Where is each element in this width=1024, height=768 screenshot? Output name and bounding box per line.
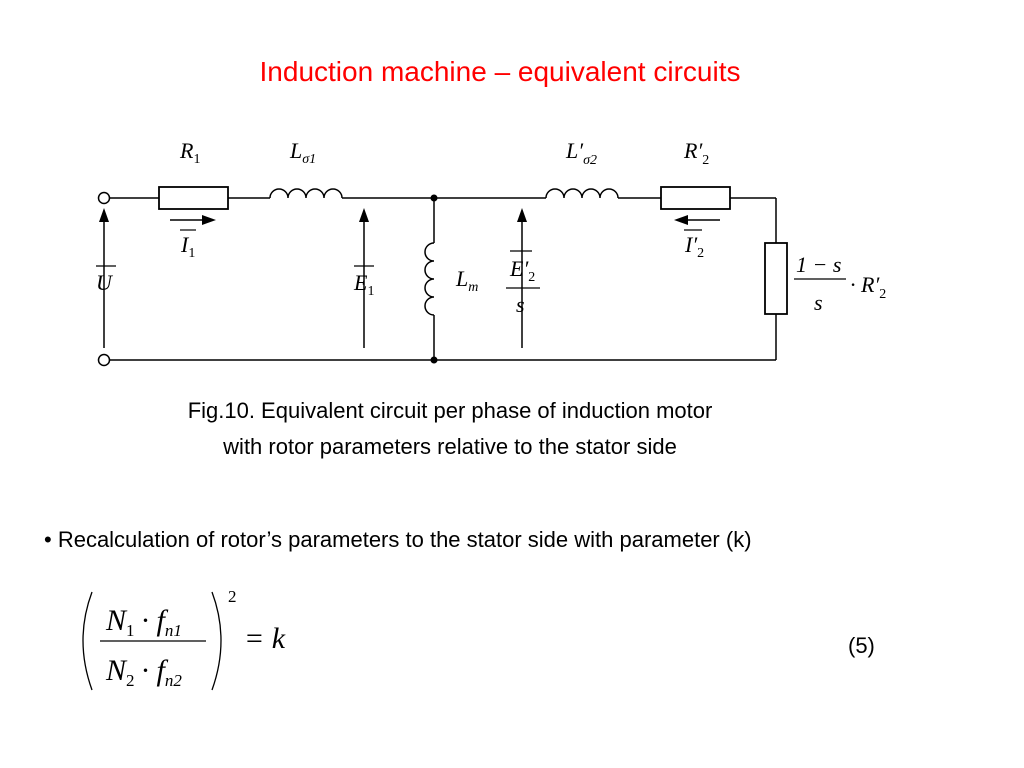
l-sigma2-label: $L'_{\sigma 2}$: [566, 138, 597, 168]
load-resistor: [765, 243, 787, 314]
junction-dot: [431, 357, 438, 364]
r1-label: $R_1$: [180, 138, 201, 167]
figure-caption-line-2: with rotor parameters relative to the stator side: [223, 434, 677, 459]
l-sigma1-label: $L_{\sigma 1}$: [290, 138, 317, 167]
top-terminal: [99, 193, 110, 204]
e2-denominator: s: [516, 292, 525, 317]
e2-numerator: $E'_2$: [510, 256, 536, 285]
load-factor: · $R'_2$: [850, 272, 887, 302]
bullet-point: • Recalculation of rotor’s parameters to the stator side with parameter (k): [44, 527, 752, 552]
i1-label: $I_1$: [181, 232, 196, 261]
i2-label: $I'_2$: [685, 232, 705, 261]
load-numerator: 1 − s: [796, 252, 842, 277]
equation-denominator: $N_2 \cdot f_{n2}$: [106, 654, 182, 690]
equation-number: (5): [848, 633, 875, 658]
right-paren: [212, 592, 221, 690]
left-paren: [83, 592, 92, 690]
load-denominator: s: [814, 290, 823, 315]
figure-caption-line-1: Fig.10. Equivalent circuit per phase of induction motor: [187, 398, 713, 423]
junction-dot: [431, 195, 438, 202]
i2-arrowhead: [674, 215, 688, 225]
u-label: U: [96, 270, 112, 295]
equation-5: [83, 592, 221, 690]
l-sigma1-inductor: [270, 189, 342, 198]
lm-label: $L_m$: [456, 266, 479, 295]
e1-arrowhead: [359, 208, 369, 222]
r1-resistor: [159, 187, 228, 209]
slide-title: Induction machine – equivalent circuits: [259, 56, 741, 87]
e1-label: $E_1$: [354, 270, 375, 299]
r2-label: $R'_2$: [684, 138, 710, 168]
l-sigma2-inductor: [546, 189, 618, 198]
r2-resistor: [661, 187, 730, 209]
equation-rhs: = k: [244, 622, 286, 655]
equation-exponent: 2: [228, 587, 237, 606]
e2-arrowhead: [517, 208, 527, 222]
equation-numerator: $N_1 \cdot f_{n1}$: [106, 604, 182, 640]
i1-arrowhead: [202, 215, 216, 225]
lm-inductor: [425, 243, 434, 315]
bottom-terminal: [99, 355, 110, 366]
u-arrowhead: [99, 208, 109, 222]
